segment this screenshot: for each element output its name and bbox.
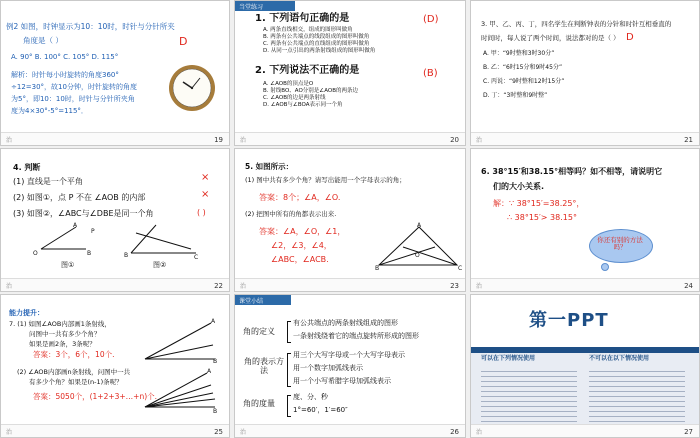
slide21-answer: D <box>626 32 634 43</box>
svg-text:A: A <box>73 222 78 229</box>
slide22-mark2: × <box>201 189 210 200</box>
slide-22[interactable] <box>0 148 230 292</box>
slide25-header: 能力提升： <box>9 309 44 317</box>
clock-icon <box>167 63 217 113</box>
slide24-footer <box>471 278 699 291</box>
summary-definition-1: 有公共端点的两条射线组成的图形 <box>293 319 398 327</box>
slide21-a: A. 甲：“9时整和3时30分” <box>483 50 555 57</box>
svg-text:A: A <box>417 222 422 229</box>
slide19-footer <box>1 132 229 145</box>
slide20-q1-b: B. 两条有公共端点的线段组成的图形叫做角 <box>263 34 370 40</box>
svg-text:B: B <box>375 265 380 271</box>
q2-answer-letter: B <box>426 68 434 79</box>
slide22-fig2-label: 图② <box>153 261 167 269</box>
slide20-q1-a: A. 两条直线相交，组成的图形叫做角 <box>263 27 353 33</box>
slide-number: 26 <box>450 428 459 436</box>
footer-mark: 治 <box>6 283 13 290</box>
slide-19[interactable] <box>0 0 230 146</box>
slide27-col2-title: 不可以在以下情况使用 <box>589 355 650 362</box>
slide20-q2-c: C. ∠AOB的边是两条射线 <box>263 95 326 101</box>
bubble-dot <box>601 263 609 271</box>
summary-representation-1: 用三个大写字母或一个大写字母表示 <box>293 351 405 359</box>
slide19-solution-1: 解析：时针每小时旋转的角度360° <box>11 71 119 79</box>
slide25-q2: (2) ∠AOB内部画n条射线，问图中一共 <box>17 368 131 376</box>
summary-definition-label: 角的定义 <box>243 327 275 336</box>
slide26-footer <box>235 424 465 437</box>
footer-mark: 治 <box>240 137 247 144</box>
slide22-line3: (3) 如图②，∠ABC与∠DBE是同一个角 <box>13 209 154 218</box>
slide23-footer <box>235 278 465 291</box>
slide23-a1: 答案：8个；∠A，∠O. <box>259 193 341 202</box>
summary-representation-2: 用一个数字加弧线表示 <box>293 364 363 372</box>
summary-measure-2: 1°=60′，1′=60″ <box>293 406 348 414</box>
triangle-figure <box>375 221 463 271</box>
slide-number: 20 <box>450 136 459 144</box>
slide-26[interactable] <box>234 294 466 438</box>
summary-representation-label: 角的表示方法 <box>244 357 284 376</box>
footer-mark: 治 <box>476 429 483 436</box>
summary-representation-3: 用一个小写希腊字母加弧线表示 <box>293 377 391 385</box>
slide22-line1: (1) 直线是一个平角 <box>13 177 83 186</box>
slide19-solution-3: 为5°，即10：10时，时针与分针所夹角 <box>11 95 135 103</box>
svg-text:B: B <box>124 252 129 259</box>
slide-number: 21 <box>684 136 693 144</box>
slide22-mark3: ( ) <box>197 208 206 217</box>
slide20-q2: 2. 下列说法不正确的是 <box>255 65 360 76</box>
ray-figures <box>141 315 221 415</box>
slide20-q2-d: D. ∠AOB与∠BOA表示同一个角 <box>263 102 343 108</box>
slide20-q1: 1. 下列语句正确的是 <box>255 13 350 24</box>
slide24-line2: 们的大小关系. <box>493 182 545 191</box>
slide26-header: 课堂小结 <box>239 298 264 305</box>
slide-number: 23 <box>450 282 459 290</box>
slide21-line1: 3. 甲、乙、丙、丁，四名学生在判断钟表的分针和时针互相垂直的 <box>481 20 672 28</box>
footer-mark: 治 <box>240 429 247 436</box>
q1-answer-letter: D <box>426 14 435 25</box>
slide20-q2-b: B. 射线BO、AO分别是∠AOB的两条边 <box>263 88 358 94</box>
slide-25[interactable] <box>0 294 230 438</box>
summary-measure-1: 度、分、秒 <box>293 393 328 401</box>
svg-text:A: A <box>211 318 216 325</box>
slide25-a1: 答案：3个，6个，10个. <box>33 350 115 359</box>
slide20-footer <box>235 132 465 145</box>
slide21-d: D. 丁：“3时整和9时整” <box>483 92 548 99</box>
brace-definition <box>287 321 291 343</box>
slide19-line2: 角度是（ ） <box>23 36 63 45</box>
svg-text:C: C <box>458 265 463 271</box>
svg-text:B: B <box>87 250 92 257</box>
slide24-solution-2: ∴ 38°15′> 38.15° <box>507 213 577 222</box>
slide25-q1b: 问图中一共有多少个角？ <box>29 330 101 338</box>
slide25-q1c: 如果是画2条，3条呢？ <box>29 340 96 348</box>
slide19-options: A. 90° B. 100° C. 105° D. 115° <box>11 53 119 61</box>
slide24-line1: 6. 38°15′和38.15°相等吗？如不相等，请说明它 <box>481 167 663 176</box>
slide22-line2: (2) 如图①，点 P 不在 ∠AOB 的内部 <box>13 193 146 202</box>
slide-number: 22 <box>214 282 223 290</box>
slide22-mark1: × <box>201 172 210 183</box>
svg-text:B: B <box>213 358 218 365</box>
brace-measure <box>287 395 291 417</box>
slide-number: 27 <box>684 428 693 436</box>
slide19-solution-2: ÷12=30°，故10分钟，时针旋转的角度 <box>11 83 137 91</box>
svg-text:B: B <box>213 408 218 415</box>
summary-definition-2: 一条射线绕着它的端点旋转所形成的图形 <box>293 332 419 340</box>
svg-text:O: O <box>33 250 38 257</box>
slide20-q1-d: D. 从同一点引出的两条射线组成的图形叫做角 <box>263 48 376 54</box>
footer-mark: 治 <box>476 283 483 290</box>
slide22-title: 4. 判断 <box>13 163 41 172</box>
slide25-a2: 答案：5050个，(1+2+3+…+n)个. <box>33 392 158 401</box>
angle-figures <box>31 221 211 261</box>
slide27-logo: 第一PPT <box>529 310 609 331</box>
slide27-col1-fineprint <box>481 367 577 423</box>
slide24-solution-1: 解：∵ 38°15′=38.25°， <box>493 199 585 208</box>
slide20-header: 当堂练习 <box>239 4 264 11</box>
slide19-solution-4: 度为4×30°-5°=115°． <box>11 107 88 115</box>
slide22-fig1-label: 图① <box>61 261 75 269</box>
slide23-title: 5. 如图所示： <box>245 162 294 171</box>
slide21-c: C. 丙说：“9时整和12时15分” <box>483 78 565 85</box>
slide-number: 25 <box>214 428 223 436</box>
slide23-q2: (2) 把图中所有的角都表示出来. <box>245 210 337 218</box>
footer-mark: 治 <box>6 429 13 436</box>
slide-23[interactable] <box>234 148 466 292</box>
svg-text:P: P <box>91 228 95 235</box>
slide23-a2: 答案：∠A，∠O，∠1， <box>259 227 346 236</box>
slide20-q1-c: C. 两条有公共端点的直线组成的图形叫做角 <box>263 41 370 47</box>
slide20-q2-a: A. ∠AOB的顶点是O <box>263 81 314 87</box>
slide-27[interactable] <box>470 294 700 438</box>
slide-24[interactable] <box>470 148 700 292</box>
footer-mark: 治 <box>6 137 13 144</box>
slide20-q1-answer: (D) <box>423 14 439 25</box>
slide25-q2b: 有多少个角？如果是(n-1)条呢？ <box>29 378 123 386</box>
brace-representation <box>287 353 291 387</box>
slide21-b: B. 乙：“6时15分和9时45分” <box>483 64 563 71</box>
svg-text:A: A <box>207 368 212 375</box>
slide23-a3: ∠2，∠3，∠4， <box>271 241 332 250</box>
slide25-q1: 7. (1) 如图∠AOB内部画1条射线， <box>9 320 111 328</box>
thought-bubble-text: 你还有别的方法吗？ <box>597 236 643 252</box>
slide19-line1: 例2 如图，时钟显示为10：10时，时针与分针所夹 <box>6 22 175 31</box>
slide20-header-bar <box>235 1 295 11</box>
slide27-footer <box>471 424 699 437</box>
slide-21[interactable] <box>470 0 700 146</box>
slide21-footer <box>471 132 699 145</box>
summary-measure-label: 角的度量 <box>243 399 275 408</box>
slide19-answer: D <box>179 35 188 48</box>
slide20-q2-answer: (B) <box>423 68 438 79</box>
footer-mark: 治 <box>476 137 483 144</box>
slide22-footer <box>1 278 229 291</box>
slide25-footer <box>1 424 229 437</box>
slide-number: 24 <box>684 282 693 290</box>
slide-number: 19 <box>214 136 223 144</box>
slide21-line2: 时间时，每人说了两个时间，说法都对的是（ ） <box>481 34 620 42</box>
slide26-header-bar <box>235 295 291 305</box>
slide-20[interactable] <box>234 0 466 146</box>
slide27-col1-title: 可以在下列情况使用 <box>481 355 536 362</box>
footer-mark: 治 <box>240 283 247 290</box>
svg-text:O: O <box>415 252 420 259</box>
slide27-col2-fineprint <box>589 367 685 423</box>
slide23-a4: ∠ABC，∠ACB. <box>271 255 329 264</box>
slide23-q1: (1) 图中共有多少个角？请写出能用一个字母表示的角； <box>245 176 406 184</box>
svg-text:C: C <box>194 254 199 261</box>
